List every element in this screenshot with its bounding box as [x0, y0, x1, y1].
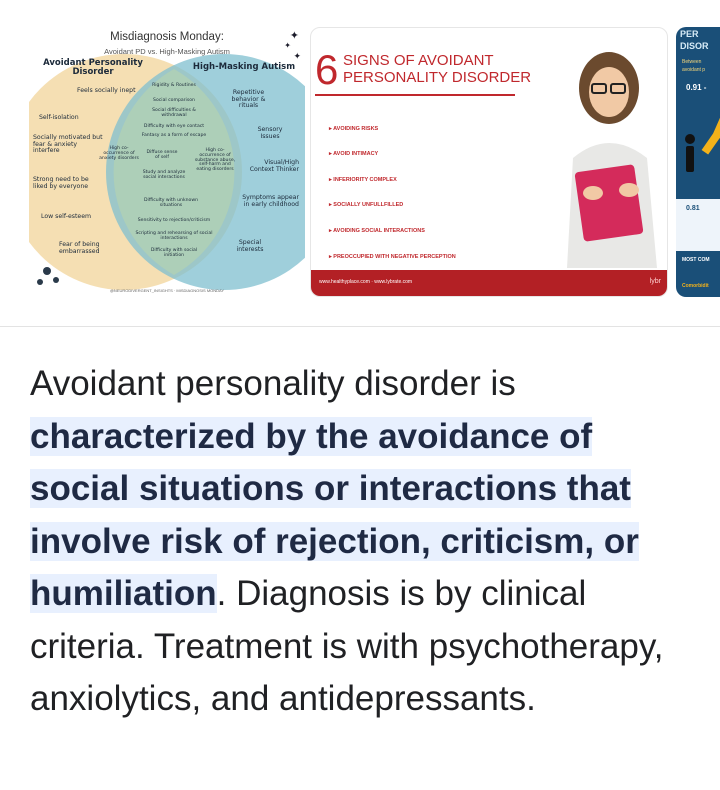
infographic-comorbidity: Comorbidit: [682, 283, 709, 289]
sign-item: ▸ PREOCCUPIED WITH NEGATIVE PERCEPTION: [329, 254, 456, 260]
venn-center-item: High co-occurrence of substance abuse, self-harm and eating disorders: [194, 148, 236, 173]
sparkle-icon: ✦: [289, 30, 299, 42]
venn-left-item: Feels socially inept: [77, 87, 136, 94]
sign-item: ▸ AVOIDING RISKS: [329, 126, 378, 132]
sign-item: ▸ AVOID INTIMACY: [329, 151, 378, 157]
snippet-rest: . Diagnosis is by clinical criteria. Treatment is with psychotherapy, anxiolytics, and antidepressants.: [30, 574, 664, 718]
venn-diagram-thumbnail[interactable]: [29, 27, 305, 297]
person-figure-icon: [678, 107, 720, 197]
sign-item: ▸ SOCIALLY UNFULLFILLED: [329, 202, 403, 208]
sign-item: ▸ INFERIORITY COMPLEX: [329, 177, 397, 183]
signs-footer-text: www.healthyplace.com · www.lybrate.com: [319, 279, 413, 285]
snippet-highlight: characterized by the avoidance of social situations or interactions that involve risk of rejection, criticism, or humiliation: [30, 416, 639, 613]
venn-title: Misdiagnosis Monday:: [110, 31, 224, 43]
venn-center-item: Diffuse sense of self: [146, 150, 178, 160]
infographic-heading-line2: DISOR: [680, 40, 709, 51]
venn-left-item: Self-isolation: [39, 114, 79, 121]
venn-left-item: Socially motivated but fear & anxiety interfere: [33, 134, 103, 154]
featured-snippet-text: [30, 358, 690, 726]
venn-center-item: Scripting and rehearsing of social interactions: [135, 231, 213, 241]
venn-right-item: Repetitive behavior & rituals: [231, 89, 266, 109]
venn-right-heading: High-Masking Autism: [192, 62, 296, 72]
venn-left-item: Fear of being embarrassed: [59, 241, 100, 255]
venn-center-item: Social difficulties & withdrawal: [152, 108, 196, 118]
signs-footer-bar: [311, 270, 667, 296]
venn-right-item: Symptoms appear in early childhood: [242, 194, 299, 208]
venn-right-item: Special interests: [236, 239, 264, 253]
infographic-stat: 0.81: [686, 205, 700, 212]
infographic-sub: avoidant p: [682, 67, 706, 73]
section-divider: [0, 326, 720, 327]
sign-item: ▸ AVOIDING SOCIAL INTERACTIONS: [329, 228, 425, 234]
six-number: 6: [315, 46, 339, 93]
venn-center-item: Difficulty with unknown situations: [143, 198, 199, 208]
venn-center-item: Social comparison: [153, 98, 195, 103]
venn-left-heading: Avoidant Personality Disorder: [43, 58, 143, 77]
six-signs-thumbnail[interactable]: [310, 27, 668, 297]
six-signs-title: [343, 52, 533, 87]
venn-right-item: Visual/High Context Thinker: [249, 159, 299, 173]
brand-logo: lybr: [649, 278, 661, 285]
infographic-stat: 0.91 -: [686, 83, 707, 92]
sparkle-icon: ✦: [293, 51, 301, 61]
venn-center-item: Fantasy as a form of escape: [141, 133, 207, 138]
paw-print-icon: [37, 279, 43, 285]
venn-left-item: Strong need to be liked by everyone: [33, 176, 89, 190]
six-signs-title-line2: PERSONALITY DISORDER: [343, 69, 532, 87]
venn-subtitle: Avoidant PD vs. High-Masking Autism: [104, 47, 230, 56]
venn-left-item: Low self-esteem: [41, 213, 92, 220]
title-underline: [315, 94, 515, 96]
infographic-panel: [676, 199, 720, 251]
personality-disorder-infographic-thumbnail[interactable]: [676, 27, 720, 297]
venn-center-item: Rigidity & Routines: [152, 83, 196, 88]
paw-print-icon: [53, 277, 59, 283]
venn-center-item: Difficulty with social initiation: [150, 248, 198, 258]
image-carousel[interactable]: [0, 0, 720, 305]
infographic-heading: [680, 29, 709, 52]
venn-credit: @NEURODIVERGENT_INSIGHTS · MISDIAGNOSIS MONDAY: [109, 288, 225, 293]
paw-print-icon: [43, 267, 51, 275]
infographic-most-common: MOST COM: [682, 257, 710, 263]
venn-center-item: High co-occurrence of anxiety disorders: [99, 146, 139, 161]
six-signs-title-line1: SIGNS OF AVOIDANT: [343, 52, 494, 69]
sparkle-icon: ✦: [284, 41, 291, 50]
venn-center-item: Study and analyze social interactions: [142, 170, 186, 180]
woman-with-book-image: [537, 28, 667, 268]
venn-right-item: Sensory Issues: [257, 126, 283, 140]
snippet-intro: Avoidant personality disorder is: [30, 364, 516, 403]
infographic-heading-line1: PER: [680, 29, 699, 39]
infographic-sub: Between: [682, 59, 702, 65]
venn-center-item: Sensitivity to rejection/criticism: [137, 218, 211, 223]
venn-center-item: Difficulty with eye contact: [143, 124, 205, 129]
